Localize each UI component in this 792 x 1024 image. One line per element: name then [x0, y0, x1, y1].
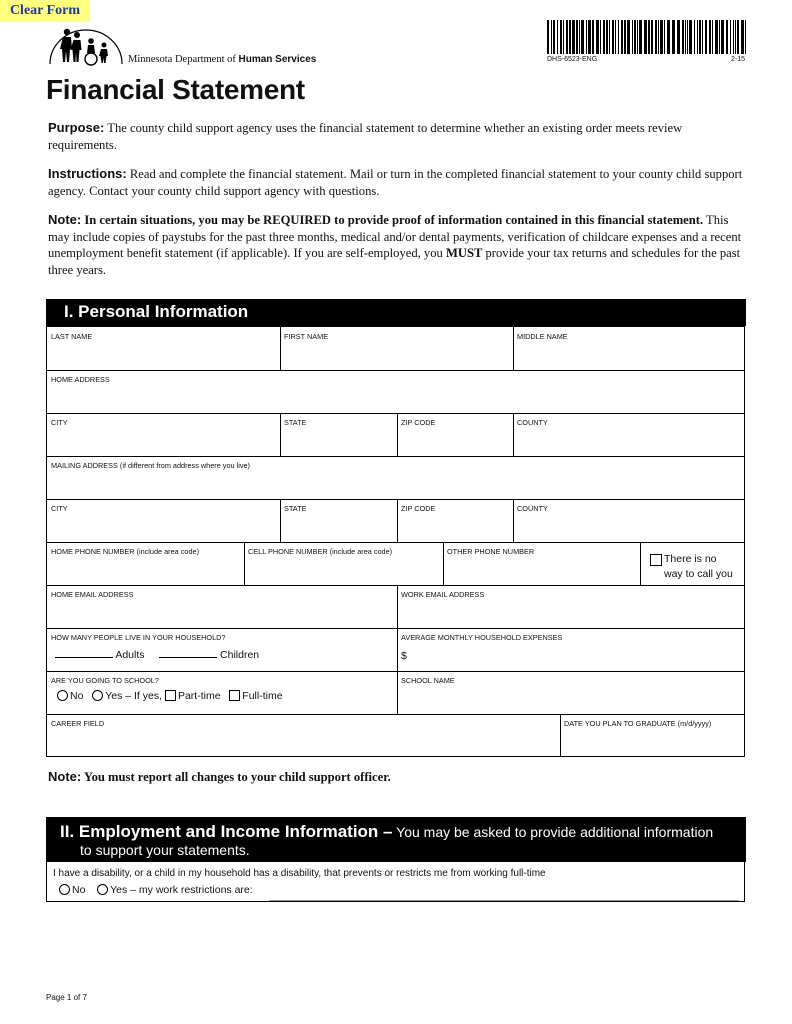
mailing-address-label: MAILING ADDRESS (if different from address where you live) [51, 461, 250, 470]
mailing-city-input[interactable] [50, 515, 280, 541]
school-name-input[interactable] [400, 687, 746, 713]
other-phone-label: OTHER PHONE NUMBER [447, 547, 535, 556]
barcode-bar [621, 20, 623, 54]
last-name-input[interactable] [50, 343, 280, 369]
barcode-bar [737, 20, 739, 54]
barcode-bar [634, 20, 636, 54]
barcode-bar [615, 20, 616, 54]
barcode-bar [735, 20, 736, 54]
purpose-paragraph: Purpose: The county child support agency uses the financial statement to determine whether an existing order meets review requirements. [48, 120, 683, 152]
barcode-bar [563, 20, 564, 54]
first-name-input[interactable] [283, 343, 513, 369]
household-label: HOW MANY PEOPLE LIVE IN YOUR HOUSEHOLD? [51, 633, 226, 642]
middle-name-input[interactable] [516, 343, 746, 369]
zip-code-label: ZIP CODE [401, 418, 436, 427]
barcode-bar [632, 20, 633, 54]
barcode-bar [726, 20, 728, 54]
dollar-sign: $ [401, 650, 407, 662]
barcode-bar [547, 20, 549, 54]
household-counts: Adults Children [55, 647, 259, 661]
barcode-bar [581, 20, 584, 54]
middle-name-label: MIDDLE NAME [517, 332, 568, 341]
barcode-bar [719, 20, 720, 54]
expenses-input[interactable] [411, 647, 745, 669]
expenses-label: AVERAGE MONTHLY HOUSEHOLD EXPENSES [401, 633, 563, 642]
barcode-bar [721, 20, 724, 54]
cell-phone-input[interactable] [247, 558, 443, 584]
dhs-logo [46, 24, 126, 68]
page-number: Page 1 of 7 [46, 993, 87, 1002]
county-label: COUNTY [517, 418, 548, 427]
barcode-bar [566, 20, 568, 54]
barcode-bar [572, 20, 575, 54]
work-email-input[interactable] [400, 601, 746, 627]
city-input[interactable] [50, 429, 280, 455]
barcode-bar [730, 20, 731, 54]
section-personal-information-header: I. Personal Information [46, 299, 746, 326]
last-name-label: LAST NAME [51, 332, 93, 341]
career-field-input[interactable] [50, 730, 560, 756]
section-employment-income-header: II. Employment and Income Information – You may be asked to provide additional information to support your statements. [46, 817, 746, 862]
mailing-zip-code-label: ZIP CODE [401, 504, 436, 513]
barcode-bar [694, 20, 695, 54]
barcode-bar [551, 20, 552, 54]
barcode-bar [712, 20, 713, 54]
disability-question-box [46, 862, 745, 902]
mailing-city-label: CITY [51, 504, 68, 513]
career-field-label: CAREER FIELD [51, 719, 105, 728]
barcode-bar [699, 20, 701, 54]
barcode-bar [685, 20, 686, 54]
zip-code-input[interactable] [400, 429, 514, 455]
personal-information-form [46, 326, 745, 757]
note-paragraph: Note: In certain situations, you may be REQUIRED to provide proof of information contained in this financial statement. This may include copies of paystubs for the past three months, medical and/or dental payments, verification of childcare expenses and a recent unemployment benefit statement (if applicable). If you are self-employed, you MUST provide your tax returns and schedules for the past three years. [48, 212, 742, 277]
barcode-bar [648, 20, 650, 54]
state-label: STATE [284, 418, 307, 427]
barcode-bar [592, 20, 594, 54]
barcode-bar [741, 20, 744, 54]
county-input[interactable] [516, 429, 746, 455]
barcode-bar [627, 20, 630, 54]
barcode-bar [600, 20, 601, 54]
disability-yes-radio[interactable] [97, 884, 108, 895]
barcode-bar [733, 20, 734, 54]
full-time-checkbox[interactable] [229, 690, 240, 701]
school-name-label: SCHOOL NAME [401, 676, 455, 685]
disability-no-radio[interactable] [59, 884, 70, 895]
barcode-bar [612, 20, 614, 54]
barcode-bar [687, 20, 688, 54]
school-yes-radio[interactable] [92, 690, 103, 701]
barcode-bar [560, 20, 562, 54]
work-restrictions-input[interactable] [269, 884, 739, 901]
no-phone-checkbox[interactable] [650, 554, 662, 566]
page-title: Financial Statement [46, 74, 305, 105]
mailing-county-label: COUNTY [517, 504, 548, 513]
barcode-bar [624, 20, 626, 54]
work-email-label: WORK EMAIL ADDRESS [401, 590, 485, 599]
home-phone-label: HOME PHONE NUMBER (include area code) [51, 547, 200, 556]
instructions-paragraph: Instructions: Read and complete the financial statement. Mail or turn in the completed financial statement to your county child support agency. Contact your county child support agency with questions. [48, 166, 743, 198]
home-address-input[interactable] [50, 386, 744, 412]
agency-name: Minnesota Department of Human Services [128, 54, 317, 65]
barcode-bar [682, 20, 684, 54]
report-changes-note: Note: You must report all changes to your child support officer. [48, 769, 391, 784]
home-email-label: HOME EMAIL ADDRESS [51, 590, 134, 599]
disability-options: No Yes – my work restrictions are: [59, 884, 253, 896]
mailing-zip-code-input[interactable] [400, 515, 514, 541]
barcode-bar [553, 20, 555, 54]
mailing-county-input[interactable] [516, 515, 746, 541]
barcode-bar [637, 20, 638, 54]
no-phone-label-2: way to call you [664, 568, 733, 580]
barcode-bar [586, 20, 587, 54]
barcode-bar [658, 20, 659, 54]
barcode-bar [715, 20, 718, 54]
barcode-bar [651, 20, 653, 54]
barcode-bar [709, 20, 711, 54]
barcode-bar [579, 20, 580, 54]
barcode-bar [664, 20, 665, 54]
home-phone-input[interactable] [50, 558, 244, 584]
clear-form-button[interactable]: Clear Form [0, 0, 90, 22]
barcode-bar [655, 20, 657, 54]
city-label: CITY [51, 418, 68, 427]
other-phone-input[interactable] [446, 558, 640, 584]
no-phone-label-1: There is no [664, 553, 717, 565]
home-address-label: HOME ADDRESS [51, 375, 110, 384]
barcode-bar [557, 20, 558, 54]
barcode-bar [672, 20, 675, 54]
barcode-bar [588, 20, 591, 54]
barcode-bar [609, 20, 610, 54]
cell-phone-label: CELL PHONE NUMBER (include area code) [248, 547, 393, 556]
graduation-date-input[interactable] [563, 730, 746, 756]
adults-blank[interactable] [55, 647, 113, 658]
barcode-bar [639, 20, 642, 54]
school-question-label: ARE YOU GOING TO SCHOOL? [51, 676, 159, 685]
barcode-bar [644, 20, 647, 54]
barcode-bar [576, 20, 578, 54]
barcode-bar [606, 20, 608, 54]
children-blank[interactable] [159, 647, 217, 658]
form-date: 2-15 [731, 56, 746, 63]
school-options: No Yes – If yes, Part-time Full-time [57, 690, 283, 702]
barcode-bar [596, 20, 599, 54]
mailing-state-input[interactable] [283, 515, 397, 541]
barcode-bar [702, 20, 703, 54]
first-name-label: FIRST NAME [284, 332, 329, 341]
graduation-date-label: DATE YOU PLAN TO GRADUATE (m/d/yyyy) [564, 719, 712, 728]
barcode-image [547, 20, 746, 54]
state-input[interactable] [283, 429, 397, 455]
form-number: DHS-6523-ENG [547, 56, 598, 63]
barcode-bar [705, 20, 707, 54]
barcode-bar [689, 20, 692, 54]
barcode-bar [745, 20, 746, 54]
barcode-bar [697, 20, 698, 54]
barcode-bar [677, 20, 680, 54]
school-no-radio[interactable] [57, 690, 68, 701]
mailing-state-label: STATE [284, 504, 307, 513]
home-email-input[interactable] [50, 601, 397, 627]
barcode-bar [603, 20, 605, 54]
mailing-address-input[interactable] [50, 472, 744, 498]
barcode-bar [569, 20, 571, 54]
barcode-bar [667, 20, 670, 54]
barcode-bar [618, 20, 619, 54]
part-time-checkbox[interactable] [165, 690, 176, 701]
barcode-bar [660, 20, 663, 54]
disability-question: I have a disability, or a child in my household has a disability, that prevents or restricts me from working full-time [53, 868, 546, 879]
